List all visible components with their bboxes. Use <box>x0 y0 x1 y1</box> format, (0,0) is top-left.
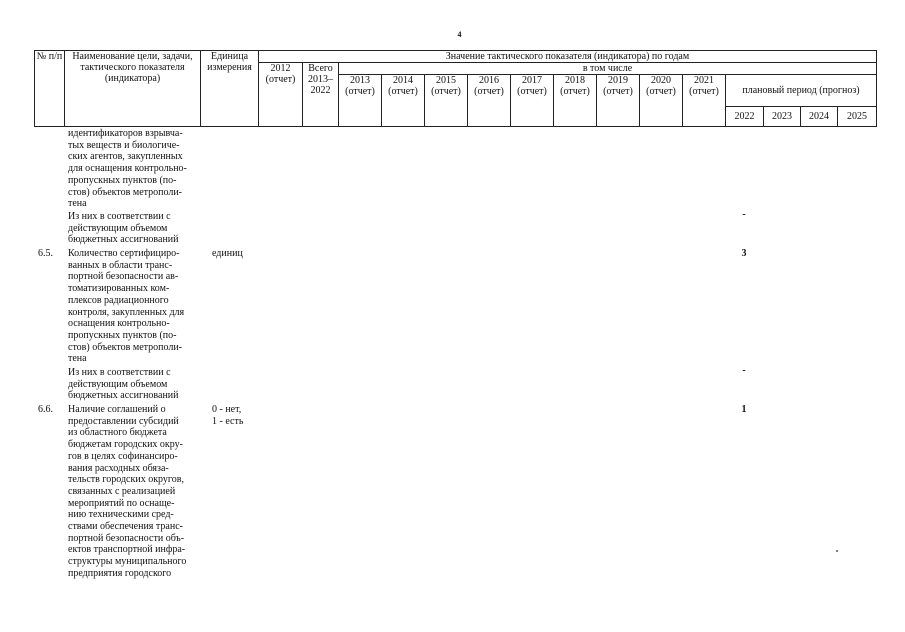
page-number: 4 <box>457 30 462 39</box>
plan-period-header: плановый период (прогноз) <box>726 75 877 107</box>
col-num-header: № п/п <box>35 51 65 127</box>
col-year: 2014 (отчет) <box>382 75 425 127</box>
total-label: Всего <box>308 63 333 74</box>
row-value-2022: - <box>742 209 746 220</box>
table-row <box>34 367 879 404</box>
col-year: 2018 (отчет) <box>554 75 597 127</box>
plan-year-2022: 2022 <box>726 107 764 127</box>
col-year: 2016 (отчет) <box>468 75 511 127</box>
col-year: 2019 (отчет) <box>597 75 640 127</box>
col-year: 2017 (отчет) <box>511 75 554 127</box>
col-values-header: Значение тактического показателя (индикатора) по годам <box>259 51 877 63</box>
plan-year-2024: 2024 <box>801 107 838 127</box>
row-value-2022: - <box>742 365 746 376</box>
row-number: 6.6. <box>38 404 53 415</box>
row-name: идентификаторов взрывча- тых веществ и биологиче- ских агентов, закупленных для оснащения контрольно- пропускных пунктов (по- стов) объектов метрополи- тена <box>68 128 187 210</box>
col-2012 <box>259 63 303 127</box>
table-row <box>34 248 879 367</box>
row-name: Количество сертифициро- ванных в области транс- портной безопасности ав- томатизированных ком- плексов радиационного контроля, закупленных для оснащения контрольно- пропускных пунктов (по- стов) объектов метрополи- тена <box>68 248 185 365</box>
table-row <box>34 211 879 248</box>
row-name: Наличие соглашений о предоставлении субсидий из областного бюджета бюджетам городских окру- гов в целях софинансиро- вания расходных обяза- тельств городских округов, связанных с реализацией мероприятий по оснаще- нию техническими сред- ствами обеспечения транс- портной безопасности объ- ектов транспортной инфра- структуры муниципального предприятия городского <box>68 404 187 579</box>
row-name: Из них в соответствии с действующим объемом бюджетных ассигнований <box>68 211 179 246</box>
col-year: 2020 (отчет) <box>640 75 683 127</box>
indicator-table-header <box>34 50 877 127</box>
row-number: 6.5. <box>38 248 53 259</box>
row-value-2022: 3 <box>741 248 747 259</box>
row-value-2022: 1 <box>741 404 747 415</box>
row-name: Из них в соответствии с действующим объемом бюджетных ассигнований <box>68 367 179 402</box>
indicator-table-body <box>34 128 879 584</box>
table-row <box>34 128 879 211</box>
table-row <box>34 404 879 584</box>
report-2012: (отчет) <box>265 74 296 85</box>
col-total <box>303 63 339 127</box>
plan-year-2023: 2023 <box>764 107 801 127</box>
plan-year-2025: 2025 <box>838 107 877 127</box>
col-year: 2013 (отчет) <box>339 75 382 127</box>
in-total-header: в том числе <box>339 63 877 75</box>
col-year: 2021 (отчет) <box>683 75 726 127</box>
row-unit: 0 - нет, 1 - есть <box>212 404 244 427</box>
scan-speck <box>836 550 838 552</box>
col-year: 2015 (отчет) <box>425 75 468 127</box>
year-2012: 2012 <box>270 63 291 74</box>
col-unit-header: Единица измерения <box>201 51 259 127</box>
total-years: 2013–2022 <box>308 74 333 96</box>
col-name-header: Наименование цели, задачи, тактического показателя (индикатора) <box>65 51 201 127</box>
row-unit: единиц <box>212 248 243 259</box>
